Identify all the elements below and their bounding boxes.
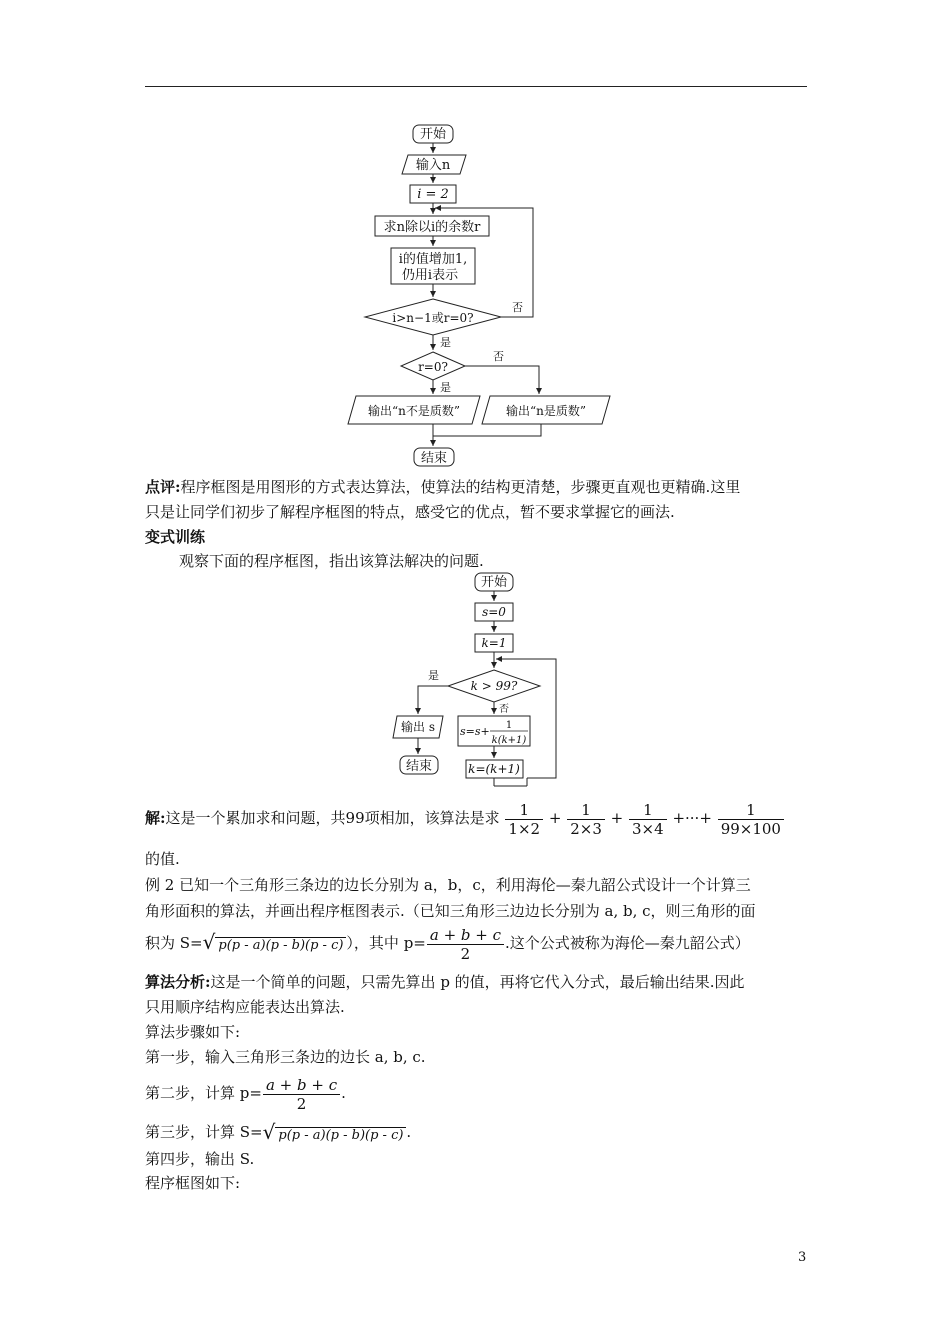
step-2: 第二步，计算 p= $\frac{a + b + c}{2}$ . [145,1075,346,1113]
increment-label-1: i的值增加1, [398,252,468,267]
example2-line-1: 例 2 已知一个三角形三条边的边长分别为 a，b，c，利用海伦—秦九韶公式设计一个计算三 [145,876,751,894]
analysis-line-2: 只用顺序结构应能表达出算法. [145,998,345,1016]
fraction-4: $\frac{1}{99\times 100}$ [718,801,784,838]
comment-label: 点评: [145,478,181,496]
remainder-label: 求n除以i的余数r [383,220,481,235]
no-label: 否 [499,704,509,715]
analysis-label: 算法分析: [145,973,211,991]
solution-text: 这是一个累加求和问题，共99项相加，该算法是求 [165,809,500,827]
comment-line-1 [145,477,740,497]
condition2-label: r=0? [418,360,448,374]
output-s-label: 输出 s [401,720,435,734]
variant-question: 观察下面的程序框图，指出该算法解决的问题. [179,552,484,570]
solution-line [145,798,785,842]
formula-name: .这个公式被称为海伦—秦九韶公式） [505,934,750,952]
solution-label: 解: [145,809,166,827]
flowchart-sum [0,560,950,800]
yes-label: 是 [428,669,439,682]
start-label: 开始 [419,127,447,142]
step-4: 第四步，输出 S. [145,1150,255,1168]
no-label-2: 否 [493,350,504,363]
p-fraction: $\frac{a + b + c}{2}$ [427,926,504,963]
example2-line-3 [145,924,750,963]
steps-outro: 程序框图如下: [145,1174,241,1192]
init-label: i = 2 [417,187,449,202]
heron-sqrt: √ p(p - a)(p - b)(p - c) [203,925,347,963]
ellipsis: +···+ [672,809,712,827]
start-label-2: 开始 [480,575,508,590]
output-not-prime-label: 输出“n不是质数” [368,404,460,418]
flowchart-prime-check [0,0,950,480]
end-label: 结束 [420,451,448,466]
comment-text-1: 程序框图是用图形的方式表达算法，使算法的结构更清楚，步骤更直观也更精确.这里 [180,478,741,496]
input-label: 输入n [415,158,451,173]
yes-label-1: 是 [440,336,451,349]
step-1: 第一步，输入三角形三条边的边长 a, b, c. [145,1048,426,1066]
update-den: k(k+1) [491,735,527,746]
fraction-1: $\frac{1}{1\times 2}$ [505,801,543,838]
plus-1: + [548,809,562,827]
end-label-2: 结束 [405,759,433,774]
increment-label-2: 仍用i表示 [401,268,459,283]
area-text: 积为 S= [145,934,203,952]
steps-intro: 算法步骤如下: [145,1023,241,1041]
example2-line-2: 角形面积的算法，并画出程序框图表示.（已知三角形三边边长分别为 a, b, c，则三角形的面 [145,902,756,920]
variant-heading: 变式训练 [145,528,206,546]
output-prime-label: 输出“n是质数” [506,404,586,418]
page-number: 3 [798,1250,807,1265]
yes-label-2: 是 [440,381,451,394]
analysis-line-1 [145,972,744,992]
no-label-1: 否 [512,301,523,314]
solution-end: 的值. [145,850,180,868]
p-text: ），其中 p= [346,934,426,952]
fraction-2: $\frac{1}{2\times 3}$ [567,801,605,838]
increment-label-2b: k=(k+1) [468,762,520,776]
step-3: 第三步，计算 S=√ p(p - a)(p - b)(p - c) . [145,1119,412,1144]
step2-fraction: $\frac{a + b + c}{2}$ [263,1076,340,1113]
step3-sqrt: √ p(p - a)(p - b)(p - c) [263,1123,407,1144]
k1-label: k=1 [481,636,507,650]
update-prefix: s=s+ [460,725,490,738]
comment-line-2: 只是让同学们初步了解程序框图的特点，感受它的优点，暂不要求掌握它的画法. [145,503,675,521]
condition1-label: i>n−1或r=0? [392,311,474,325]
fraction-3: $\frac{1}{3\times 4}$ [629,801,667,838]
s0-label: s=0 [482,605,506,619]
update-num: 1 [505,720,513,731]
plus-2: + [610,809,624,827]
analysis-text-1: 这是一个简单的问题，只需先算出 p 的值，再将它代入分式，最后输出结果.因此 [210,973,745,991]
condition-label: k > 99? [470,679,518,693]
